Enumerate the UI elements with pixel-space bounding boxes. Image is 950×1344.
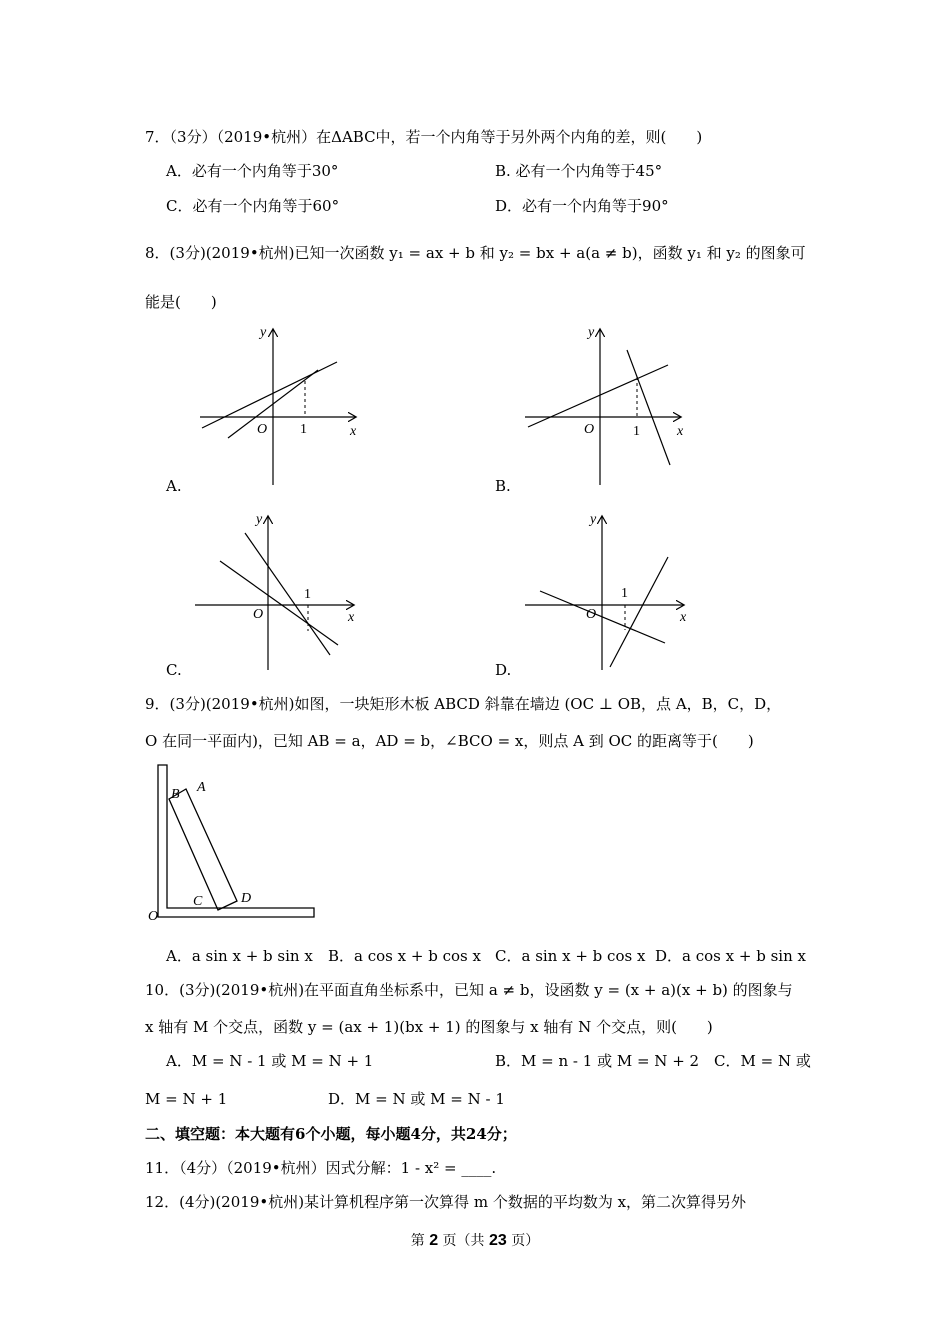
q9-stem-2: O 在同一平面内)，已知 AB = a，AD = b，∠BCO = x，则点 A 到 OC 的距离等于( ) [145, 732, 754, 750]
label-c: C [193, 894, 203, 909]
q10-stem-2: x 轴有 M 个交点，函数 y = (ax + 1)(bx + 1) 的图象与 x 轴有 N 个交点，则( ) [145, 1018, 713, 1036]
q8-graph-b [520, 320, 700, 490]
one-label: 1 [300, 422, 307, 437]
label-o: O [148, 909, 159, 924]
q10-stem: 10．(3分)(2019•杭州)在平面直角坐标系中，已知 a ≠ b，设函数 y = (x + a)(x + b) 的图象与 [145, 981, 793, 999]
footer-suffix: 页） [511, 1233, 540, 1249]
one-label: 1 [633, 424, 640, 439]
q10-option-a: A．M = N - 1 或 M = N + 1 [166, 1052, 374, 1070]
q9-option-c: C．a sin x + b cos x [495, 947, 646, 965]
section-2-heading: 二、填空题：本大题有6个小题，每小题4分，共24分； [145, 1125, 517, 1143]
footer-total-pages: 23 [489, 1232, 507, 1249]
q7-stem: 7．（3分）（2019•杭州）在ΔABC中，若一个内角等于另外两个内角的差，则( ) [145, 128, 703, 146]
one-label: 1 [304, 587, 311, 602]
q9-stem: 9．(3分)(2019•杭州)如图，一块矩形木板 ABCD 斜靠在墙边 (OC ⊥ OB，点 A，B，C，D， [145, 695, 782, 713]
x-label: x [680, 610, 687, 625]
q8-stem-2: 能是( ) [145, 293, 217, 311]
origin-label: O [586, 607, 597, 622]
line-2 [245, 533, 330, 655]
y-label: y [588, 325, 595, 340]
q7-option-a: A．必有一个内角等于30° [166, 162, 339, 180]
footer-mid: 页（共 [442, 1233, 485, 1249]
label-a: A [197, 780, 206, 795]
label-d: D [241, 891, 252, 906]
q7-option-d: D．必有一个内角等于90° [495, 197, 669, 215]
q8-label-c: C. [166, 661, 182, 679]
q8-graph-d [520, 505, 700, 675]
origin-label: O [584, 422, 595, 437]
q10-option-b: B．M = n - 1 或 M = N + 2 [495, 1052, 700, 1070]
line-1 [202, 362, 337, 428]
board [169, 789, 237, 910]
one-label: 1 [621, 586, 628, 601]
q7-option-b: B. 必有一个内角等于45° [495, 162, 663, 180]
x-label: x [677, 424, 684, 439]
q8-label-b: B. [495, 477, 511, 495]
y-label: y [590, 512, 597, 527]
q9-option-a: A．a sin x + b sin x [166, 947, 313, 965]
y-label: y [256, 512, 263, 527]
footer-page-number: 2 [429, 1232, 439, 1249]
q11-stem: 11．（4分）（2019•杭州）因式分解：1 - x² = ____. [145, 1159, 497, 1177]
q10-option-d: D．M = N 或 M = N - 1 [328, 1090, 505, 1108]
q10-option-c-cont: M = N + 1 [145, 1090, 228, 1108]
x-label: x [350, 424, 357, 439]
y-label: y [260, 325, 267, 340]
q9-option-d: D．a cos x + b sin x [655, 947, 806, 965]
q8-graph-a [190, 320, 370, 490]
line-1 [220, 561, 338, 645]
q8-label-a: A. [166, 477, 182, 495]
q8-stem: 8．(3分)(2019•杭州)已知一次函数 y₁ = ax + b 和 y₂ = bx + a(a ≠ b)，函数 y₁ 和 y₂ 的图象可 [145, 244, 806, 262]
line-1 [528, 365, 668, 427]
label-b: B [171, 787, 180, 802]
line-2 [610, 557, 668, 667]
q8-graph-c [190, 505, 370, 675]
origin-label: O [257, 422, 268, 437]
q9-option-b: B．a cos x + b cos x [328, 947, 481, 965]
wall-floor [158, 765, 314, 917]
origin-label: O [253, 607, 264, 622]
x-label: x [348, 610, 355, 625]
footer-prefix: 第 [410, 1233, 425, 1249]
q8-label-d: D. [495, 661, 512, 679]
q12-stem: 12．(4分)(2019•杭州)某计算机程序第一次算得 m 个数据的平均数为 x，第二次算得另外 [145, 1193, 747, 1211]
q9-figure [140, 760, 330, 930]
q7-option-c: C．必有一个内角等于60° [166, 197, 340, 215]
q10-option-c: C．M = N 或 [714, 1052, 811, 1070]
page-footer [0, 1230, 950, 1250]
